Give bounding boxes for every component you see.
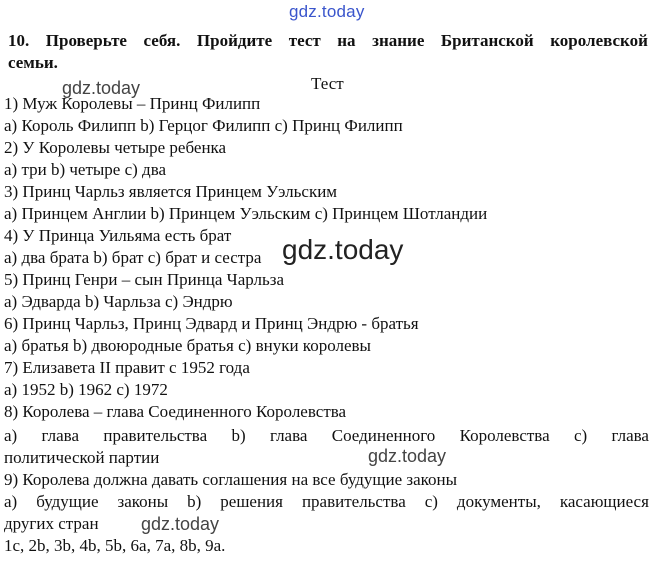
heading-word: Пройдите [196, 31, 273, 50]
option-word: будущие [36, 492, 99, 511]
options-9-line-1 [4, 492, 649, 512]
option-word: глава [269, 426, 308, 445]
heading-word: себя. [143, 31, 181, 50]
option-word: глава [611, 426, 649, 445]
option-word: глава [41, 426, 80, 445]
option-word: законы [117, 492, 169, 511]
options-8-line-1 [4, 426, 649, 446]
options-1: a) Король Филипп b) Герцог Филипп c) Принц Филипп [4, 116, 403, 135]
watermark-2: gdz.today [282, 234, 404, 265]
option-word: касающиеся [559, 492, 649, 511]
heading-word: королевской [550, 31, 648, 50]
options-4: a) два брата b) брат c) брат и сестра [4, 248, 262, 267]
question-3: 3) Принц Чарльз является Принцем Уэльским [4, 182, 338, 201]
options-7: a) 1952 b) 1962 c) 1972 [4, 380, 168, 399]
option-word: правительства [103, 426, 208, 445]
heading-word: на [337, 31, 356, 50]
question-7: 7) Елизавета II правит с 1952 года [4, 358, 250, 377]
watermark-top: gdz.today [289, 2, 365, 21]
option-word: c) [573, 426, 588, 445]
heading-word: Проверьте [45, 31, 127, 50]
answer-key: 1c, 2b, 3b, 4b, 5b, 6a, 7a, 8b, 9a. [4, 536, 226, 555]
watermark-3: gdz.today [368, 446, 447, 466]
option-word: Соединенного [331, 426, 436, 445]
heading-word: тест [288, 31, 321, 50]
option-word: Королевства [459, 426, 550, 445]
options-9-line-2: других стран [4, 514, 99, 533]
option-word: правительства [301, 492, 406, 511]
heading-word: знание [372, 31, 425, 50]
options-8-line-2: политической партии [4, 448, 160, 467]
heading-line-1 [8, 30, 648, 52]
option-word: решения [220, 492, 283, 511]
option-word: a) [4, 426, 18, 445]
option-word: c) [424, 492, 438, 511]
option-word: b) [231, 426, 246, 445]
question-6: 6) Принц Чарльз, Принц Эдвард и Принц Эндрю - братья [4, 314, 419, 333]
options-2: a) три b) четыре c) два [4, 160, 167, 179]
options-6: a) братья b) двоюродные братья c) внуки королевы [4, 336, 371, 355]
heading-word: 10. [8, 31, 30, 50]
question-1: 1) Муж Королевы – Принц Филипп [4, 94, 261, 113]
question-9: 9) Королева должна давать соглашения на все будущие законы [4, 470, 458, 489]
heading-line-2: семьи. [8, 53, 58, 72]
option-word: b) [187, 492, 202, 511]
watermark-4: gdz.today [141, 514, 220, 534]
option-word: a) [4, 492, 18, 511]
question-5: 5) Принц Генри – сын Принца Чарльза [4, 270, 285, 289]
question-4: 4) У Принца Уильяма есть брат [4, 226, 232, 245]
question-8: 8) Королева – глава Соединенного Королевства [4, 402, 347, 421]
watermark-1: gdz.today [62, 78, 141, 98]
question-2: 2) У Королевы четыре ребенка [4, 138, 227, 157]
test-title: Тест [311, 74, 344, 93]
heading-word: Британской [440, 31, 534, 50]
option-word: документы, [456, 492, 541, 511]
options-5: a) Эдварда b) Чарльза c) Эндрю [4, 292, 233, 311]
exercise-heading [8, 30, 648, 74]
options-3: a) Принцем Англии b) Принцем Уэльским c) Принцем Шотландии [4, 204, 488, 223]
